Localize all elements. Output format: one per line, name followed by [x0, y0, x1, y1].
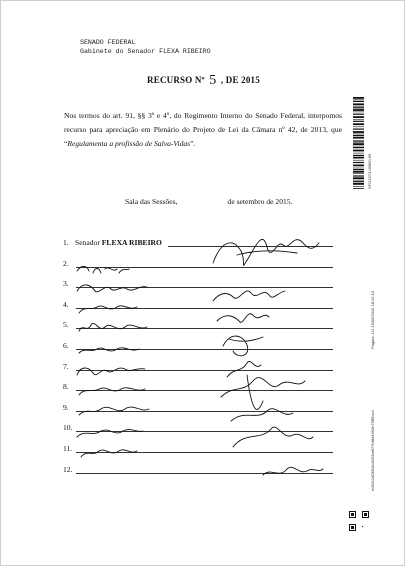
signature-index: 10. — [63, 423, 73, 433]
signature-rule — [76, 328, 333, 329]
signature-rule — [76, 308, 333, 309]
signature-rule — [76, 431, 333, 432]
letterhead-line-2: Gabinete do Senador FLEXA RIBEIRO — [80, 48, 211, 55]
footer-hash: e063c2d0f3f1bd02f3a6f77b8fa4490e75ff5ce4 — [370, 410, 375, 491]
signature-rule — [168, 246, 333, 247]
signature-rule — [76, 473, 333, 474]
body-paragraph — [64, 109, 342, 151]
signature-rule — [76, 370, 333, 371]
signature-line-5 — [63, 319, 333, 329]
title-prefix: RECURSO Nº — [147, 75, 205, 85]
signer-name — [75, 238, 162, 247]
signature-rule — [76, 411, 333, 412]
signature-line-8 — [63, 381, 333, 391]
signature-index: 8. — [63, 382, 69, 392]
signature-rule — [76, 267, 333, 268]
barcode-icon — [353, 97, 364, 189]
signer-title: Senador — [75, 238, 102, 247]
signature-index: 2. — [63, 258, 69, 268]
session-right: de setembro de 2015. — [227, 197, 293, 206]
signature-line-3 — [63, 278, 333, 288]
signature-line-6 — [63, 340, 333, 350]
signature-rule — [76, 390, 333, 391]
signature-index: 5. — [63, 320, 69, 330]
signature-rule — [76, 452, 333, 453]
signature-index: 11. — [63, 444, 73, 453]
signature-index: 4. — [63, 299, 69, 309]
session-line — [125, 197, 292, 206]
signature-line-9 — [63, 402, 333, 412]
body-text-start: Nos termos do art. 91, §§ 3º e 4º, do Regimento Interno do Senado Federal, interpomos recurso para apreciação em Plenário do Projeto de Lei da Câmara nº 42, de 2013, que “ — [64, 111, 342, 148]
letterhead — [80, 38, 211, 56]
signature-line-12 — [63, 464, 333, 474]
signature-index: 1. — [63, 238, 69, 247]
signature-index: 12. — [63, 464, 73, 474]
signature-line-7 — [63, 361, 333, 371]
body-text-italic: Regulamenta a profissão de Salva-Vidas — [67, 139, 191, 148]
barcode-code: SF/15274.09890-69 — [367, 153, 372, 189]
signature-rule — [76, 349, 333, 350]
signature-line-11 — [63, 443, 333, 453]
signature-line-4 — [63, 299, 333, 309]
signature-index: 6. — [63, 341, 69, 350]
document-title — [1, 73, 405, 89]
signature-rule — [76, 287, 333, 288]
body-text-end: ”. — [190, 139, 196, 148]
signature-line-10 — [63, 422, 333, 432]
title-suffix: , DE 2015 — [220, 75, 260, 85]
signature-line-2 — [63, 258, 333, 268]
footer-page-info: Página: 1/1 15/09/2015 18:12:15 — [370, 290, 375, 349]
signer-surname: FLEXA RIBEIRO — [101, 238, 162, 247]
signature-index: 9. — [63, 402, 69, 412]
signature-index: 7. — [63, 361, 69, 371]
session-left: Sala das Sessões, — [125, 197, 178, 206]
signature-line-1 — [63, 237, 333, 247]
title-number: 5 — [209, 73, 217, 88]
letterhead-line-1: SENADO FEDERAL — [80, 39, 136, 46]
qr-code-icon — [349, 511, 369, 531]
signature-index: 3. — [63, 279, 69, 289]
